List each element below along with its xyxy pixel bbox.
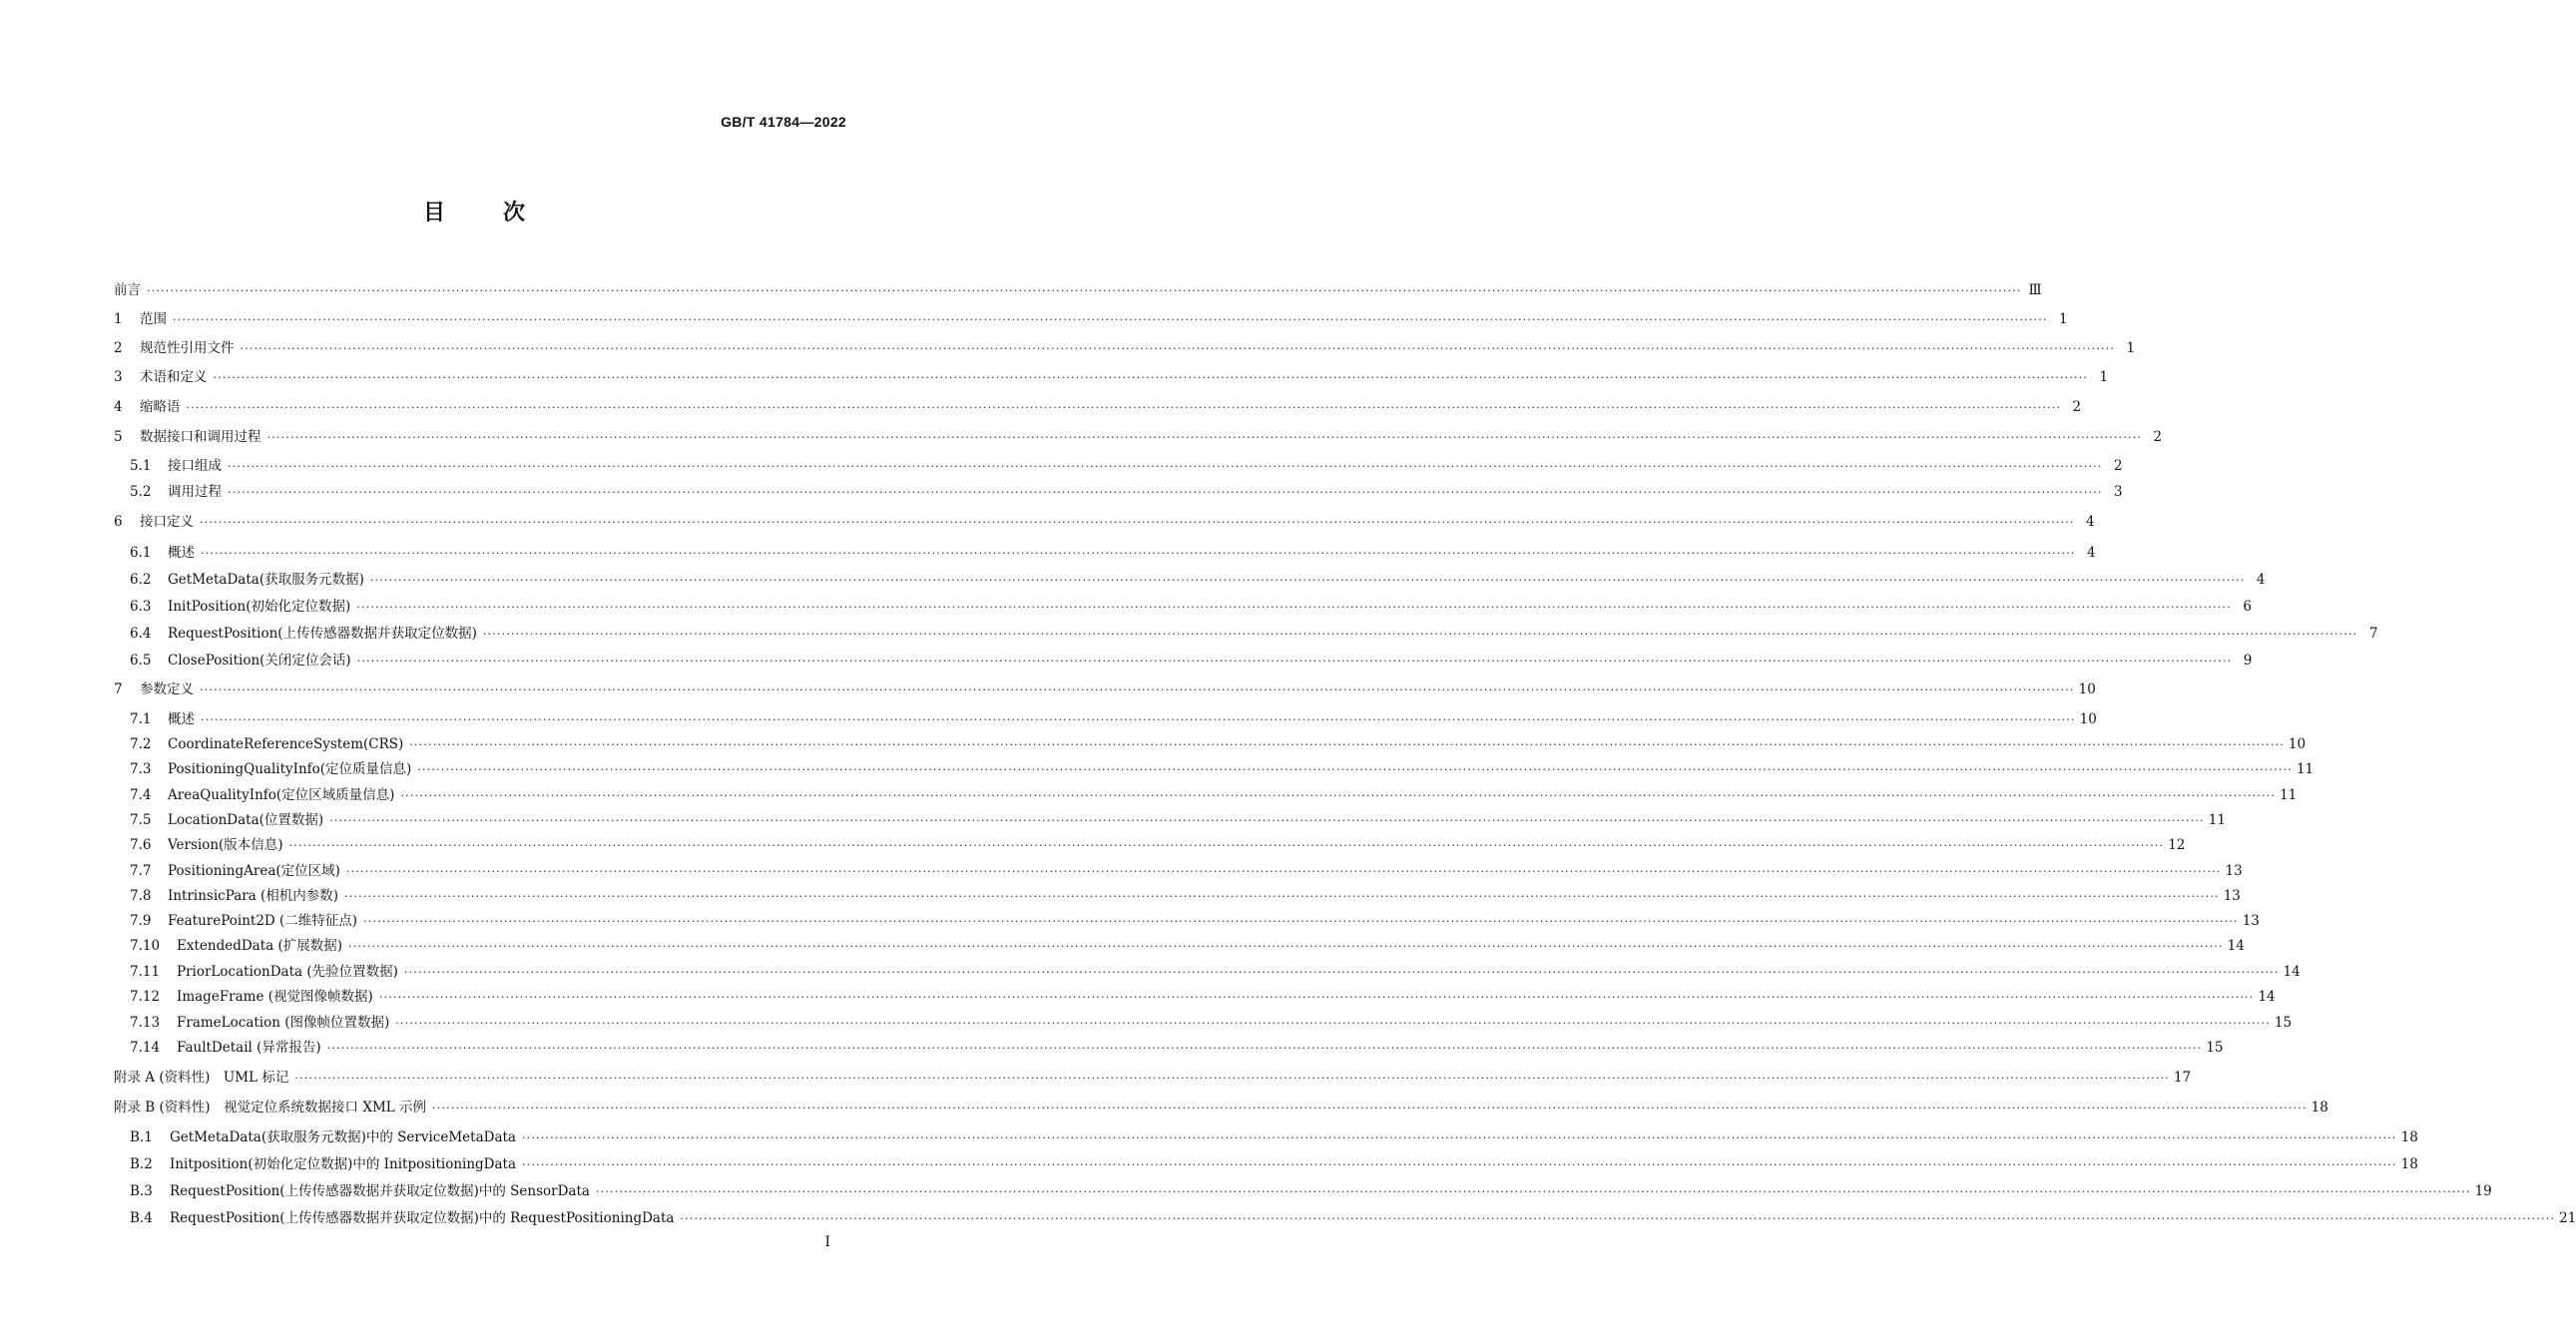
page-number: I <box>824 1234 830 1250</box>
toc-entry[interactable] <box>0 810 2226 830</box>
toc-entry[interactable] <box>0 1013 2293 1033</box>
dot-leader: ················································································································································································································································································································································································································ <box>432 1102 2308 1115</box>
toc-entry-title: 数据接口和调用过程 <box>140 429 261 445</box>
toc-entry-title: 接口组成 <box>168 458 222 474</box>
dot-leader: ················································································································································································································································································································································································································ <box>356 655 2233 668</box>
toc-entry-page: 21 <box>2559 1210 2576 1226</box>
toc-entry-number: 7.3 <box>130 761 152 777</box>
toc-entry[interactable] <box>0 309 2068 329</box>
dot-leader: ················································································································································································································································································································································································································ <box>329 814 2205 827</box>
toc-entry[interactable] <box>0 785 2298 805</box>
dot-leader: ················································································································································································································································································································································································································ <box>409 738 2285 751</box>
toc-entry[interactable] <box>0 734 2307 754</box>
toc-entry-page: 1 <box>2126 340 2136 356</box>
toc-entry-title: IntrinsicPara (相机内参数) <box>168 888 339 904</box>
toc-entry[interactable] <box>0 1208 2576 1228</box>
page-title: 目次 <box>422 201 583 225</box>
toc-entry[interactable] <box>0 1038 2224 1058</box>
toc-entry-title: Version(版本信息) <box>168 837 283 853</box>
toc-entry-page: 6 <box>2243 599 2252 615</box>
toc-entry-page: 15 <box>2274 1015 2293 1031</box>
toc-entry-page: 17 <box>2173 1070 2192 1086</box>
dot-leader: ················································································································································································································································································································································································································ <box>345 865 2222 878</box>
toc-entry[interactable] <box>0 624 2378 644</box>
dot-leader: ················································································································································································································································································································································································································ <box>680 1212 2556 1225</box>
toc-entry-page: 13 <box>2225 863 2243 879</box>
toc-entry[interactable] <box>0 911 2260 931</box>
toc-entry-page: 13 <box>2242 913 2260 929</box>
toc-entry[interactable] <box>0 1154 2418 1174</box>
dot-leader: ················································································································································································································································································································································································································ <box>240 342 2116 355</box>
toc-entry-number: 6.4 <box>130 626 152 642</box>
toc-entry[interactable] <box>0 338 2136 358</box>
toc-entry-page: 18 <box>2400 1129 2418 1145</box>
toc-entry[interactable] <box>0 280 2042 300</box>
toc-entry-page: 10 <box>2078 681 2096 697</box>
toc-entry-number: 5 <box>114 429 123 445</box>
toc-entry[interactable] <box>0 1068 2192 1088</box>
dot-leader: ················································································································································································································································································································································································································ <box>186 401 2062 414</box>
toc-entry-page: 15 <box>2206 1040 2224 1056</box>
toc-entry-title: RequestPosition(上传传感器数据并获取定位数据) <box>168 626 477 642</box>
toc-entry[interactable] <box>0 886 2241 906</box>
toc-entry-title: 附录 B (资料性) 视觉定位系统数据接口 XML 示例 <box>114 1100 427 1116</box>
toc-entry-number: 7.13 <box>130 1015 161 1031</box>
toc-entry-page: 10 <box>2288 736 2307 752</box>
dot-leader: ················································································································································································································································································································································································································ <box>200 683 2075 696</box>
toc-entry-title: PositioningArea(定位区域) <box>168 863 340 879</box>
dot-leader: ················································································································································································································································································································································································································ <box>326 1042 2203 1055</box>
toc-entry-page: 4 <box>2087 545 2096 561</box>
toc-entry-number: 7.1 <box>130 711 152 727</box>
toc-entry-number: 7.11 <box>130 964 161 980</box>
toc-entry[interactable] <box>0 543 2096 563</box>
toc-entry-page: 1 <box>2059 311 2068 327</box>
toc-entry-number: 6.2 <box>130 572 152 588</box>
toc-entry-number: 7.4 <box>130 787 152 803</box>
toc-entry-title: 范围 <box>140 311 167 327</box>
toc-entry-title: AreaQualityInfo(定位区域质量信息) <box>168 787 395 803</box>
toc-entry[interactable] <box>0 679 2096 699</box>
toc-entry-number: 7.8 <box>130 888 152 904</box>
dot-leader: ················································································································································································································································································································································································································ <box>482 628 2358 641</box>
toc-entry-title: GetMetaData(获取服务元数据)中的 ServiceMetaData <box>170 1129 516 1145</box>
dot-leader: ················································································································································································································································································································································································································ <box>522 1158 2397 1171</box>
toc-entry-page: 18 <box>2400 1156 2418 1172</box>
dot-leader: ················································································································································································································································································································································································································ <box>201 547 2076 560</box>
toc-entry[interactable] <box>0 427 2163 447</box>
toc-entry[interactable] <box>0 1127 2418 1147</box>
dot-leader: ················································································································································································································································································································································································································ <box>378 991 2255 1004</box>
dot-leader: ················································································································································································································································································································································································································ <box>288 839 2165 852</box>
toc-entry[interactable] <box>0 1098 2328 1118</box>
toc-entry-number: 7.6 <box>130 837 152 853</box>
dot-leader: ················································································································································································································································································································································································································ <box>294 1072 2170 1085</box>
toc-entry-number: B.1 <box>130 1129 153 1145</box>
toc-entry-number: 5.2 <box>130 484 152 500</box>
toc-entry-page: 10 <box>2079 711 2097 727</box>
toc-entry-number: 7.10 <box>130 938 161 954</box>
toc-entry-title: InitPosition(初始化定位数据) <box>168 599 351 615</box>
toc-entry[interactable] <box>0 709 2097 729</box>
dot-leader: ················································································································································································································································································································································································································ <box>369 574 2246 587</box>
dot-leader: ················································································································································································································································································································································································································ <box>228 460 2103 473</box>
dot-leader: ················································································································································································································································································································································································································ <box>200 516 2075 529</box>
toc-entry-number: 6.3 <box>130 599 152 615</box>
toc-entry-number: 7 <box>114 681 123 697</box>
toc-entry-number: 7.14 <box>130 1040 161 1056</box>
toc-entry-page: 18 <box>2311 1100 2328 1116</box>
dot-leader: ················································································································································································································································································································································································································ <box>266 431 2143 444</box>
toc-entry-title: 附录 A (资料性) UML 标记 <box>114 1070 289 1086</box>
toc-entry-title: 缩略语 <box>140 399 181 415</box>
toc-entry-number: B.4 <box>130 1210 153 1226</box>
toc-entry-page: 2 <box>2153 429 2163 445</box>
dot-leader: ················································································································································································································································································································································································································ <box>173 313 2048 326</box>
toc-entry-title: PositioningQualityInfo(定位质量信息) <box>168 761 412 777</box>
toc-entry[interactable] <box>0 512 2095 532</box>
toc-entry-title: 参数定义 <box>140 681 194 697</box>
toc-entry-page: 9 <box>2243 653 2253 669</box>
dot-leader: ················································································································································································································································································································································································································ <box>147 284 2022 297</box>
toc-entry-page: 19 <box>2474 1183 2492 1199</box>
dot-leader: ················································································································································································································································································································································································································ <box>395 1017 2271 1030</box>
toc-entry-title: 调用过程 <box>168 484 222 500</box>
toc-entry-title: GetMetaData(获取服务元数据) <box>168 572 364 588</box>
toc-entry-title: RequestPosition(上传传感器数据并获取定位数据)中的 RequestPositioningData <box>170 1210 675 1226</box>
dot-leader: ················································································································································································································································································································································································································ <box>363 915 2239 928</box>
toc-entry-number: 6 <box>114 514 123 530</box>
toc-entry[interactable] <box>0 597 2252 617</box>
toc-entry-number: 3 <box>114 369 123 385</box>
toc-entry-number: B.3 <box>130 1183 153 1199</box>
toc-entry-page: 1 <box>2099 369 2109 385</box>
toc-entry-title: 规范性引用文件 <box>140 340 235 356</box>
toc-entry-page: 4 <box>2256 572 2266 588</box>
toc-entry-title: FeaturePoint2D (二维特征点) <box>168 913 358 929</box>
toc-entry-number: 4 <box>114 399 123 415</box>
toc-entry-page: 14 <box>2258 989 2276 1005</box>
dot-leader: ················································································································································································································································································································································································································ <box>400 789 2277 802</box>
toc-entry-title: LocationData(位置数据) <box>168 812 324 828</box>
toc-entry-page: 11 <box>2296 761 2315 777</box>
toc-entry-number: 6.5 <box>130 653 152 669</box>
toc-entry-title: FrameLocation (图像帧位置数据) <box>177 1015 390 1031</box>
toc-entry[interactable] <box>0 962 2301 982</box>
toc-entry-number: 6.1 <box>130 545 152 561</box>
toc-entry-title: ImageFrame (视觉图像帧数据) <box>177 989 373 1005</box>
toc-entry[interactable] <box>0 570 2266 590</box>
dot-leader: ················································································································································································································································································································································································································ <box>521 1131 2397 1144</box>
toc-entry-title: RequestPosition(上传传感器数据并获取定位数据)中的 SensorData <box>170 1183 590 1199</box>
toc-entry-title: CoordinateReferenceSystem(CRS) <box>168 736 404 752</box>
toc-entry-page: 12 <box>2168 837 2186 853</box>
dot-leader: ················································································································································································································································································································································································································ <box>348 940 2224 953</box>
toc-entry-number: 7.5 <box>130 812 152 828</box>
toc-entry-number: 7.2 <box>130 736 152 752</box>
toc-entry-page: 11 <box>2208 812 2226 828</box>
toc-entry-page: 3 <box>2114 484 2123 500</box>
dot-leader: ················································································································································································································································································································································································································ <box>228 486 2103 499</box>
toc-entry-page: 13 <box>2223 888 2241 904</box>
dot-leader: ················································································································································································································································································································································································································ <box>595 1185 2471 1198</box>
toc-entry[interactable] <box>0 861 2243 881</box>
dot-leader: ················································································································································································································································································································································································································ <box>403 966 2280 979</box>
toc-entry-title: 概述 <box>168 711 195 727</box>
toc-entry-page: Ⅲ <box>2028 282 2042 298</box>
dot-leader: ················································································································································································································································································································································································································ <box>344 890 2220 903</box>
toc-entry-title: 术语和定义 <box>140 369 208 385</box>
dot-leader: ················································································································································································································································································································································································································ <box>356 601 2232 614</box>
toc-entry-title: 概述 <box>168 545 195 561</box>
standard-code: GB/T 41784—2022 <box>721 114 846 130</box>
toc-entry[interactable] <box>0 651 2253 670</box>
toc-entry[interactable] <box>0 367 2109 387</box>
toc-entry[interactable] <box>0 987 2276 1007</box>
dot-leader: ················································································································································································································································································································································································································ <box>201 713 2076 726</box>
toc-entry-number: 1 <box>114 311 123 327</box>
toc-entry-page: 4 <box>2086 514 2095 530</box>
toc-entry-number: 2 <box>114 340 123 356</box>
toc-entry-title: ClosePosition(关闭定位会话) <box>168 653 351 669</box>
toc-entry-page: 11 <box>2280 787 2298 803</box>
toc-entry-page: 2 <box>2114 458 2123 474</box>
toc-entry[interactable] <box>0 1181 2492 1201</box>
toc-entry[interactable] <box>0 397 2082 417</box>
toc-entry-number: 7.9 <box>130 913 152 929</box>
toc-entry-page: 7 <box>2368 626 2378 642</box>
dot-leader: ················································································································································································································································································································································································································ <box>213 371 2089 384</box>
toc-entry[interactable] <box>0 759 2315 779</box>
toc-entry-number: B.2 <box>130 1156 153 1172</box>
dot-leader: ················································································································································································································································································································································································································ <box>417 763 2293 776</box>
toc-entry-page: 14 <box>2227 938 2245 954</box>
toc-entry-number: 5.1 <box>130 458 152 474</box>
toc-entry-title: 接口定义 <box>140 514 194 530</box>
toc-entry-page: 2 <box>2072 399 2082 415</box>
toc-entry-title: Initposition(初始化定位数据)中的 InitpositioningData <box>170 1156 517 1172</box>
toc-entry[interactable] <box>0 835 2186 855</box>
toc-entry[interactable] <box>0 936 2245 956</box>
toc-entry-number: 7.12 <box>130 989 161 1005</box>
toc-entry-title: ExtendedData (扩展数据) <box>177 938 343 954</box>
toc-entry[interactable] <box>0 482 2123 502</box>
toc-entry[interactable] <box>0 456 2123 476</box>
toc-entry-number: 7.7 <box>130 863 152 879</box>
toc-entry-title: FaultDetail (异常报告) <box>177 1040 321 1056</box>
toc-entry-title: 前言 <box>114 282 141 298</box>
toc-entry-title: PriorLocationData (先验位置数据) <box>177 964 398 980</box>
toc-entry-page: 14 <box>2283 964 2301 980</box>
